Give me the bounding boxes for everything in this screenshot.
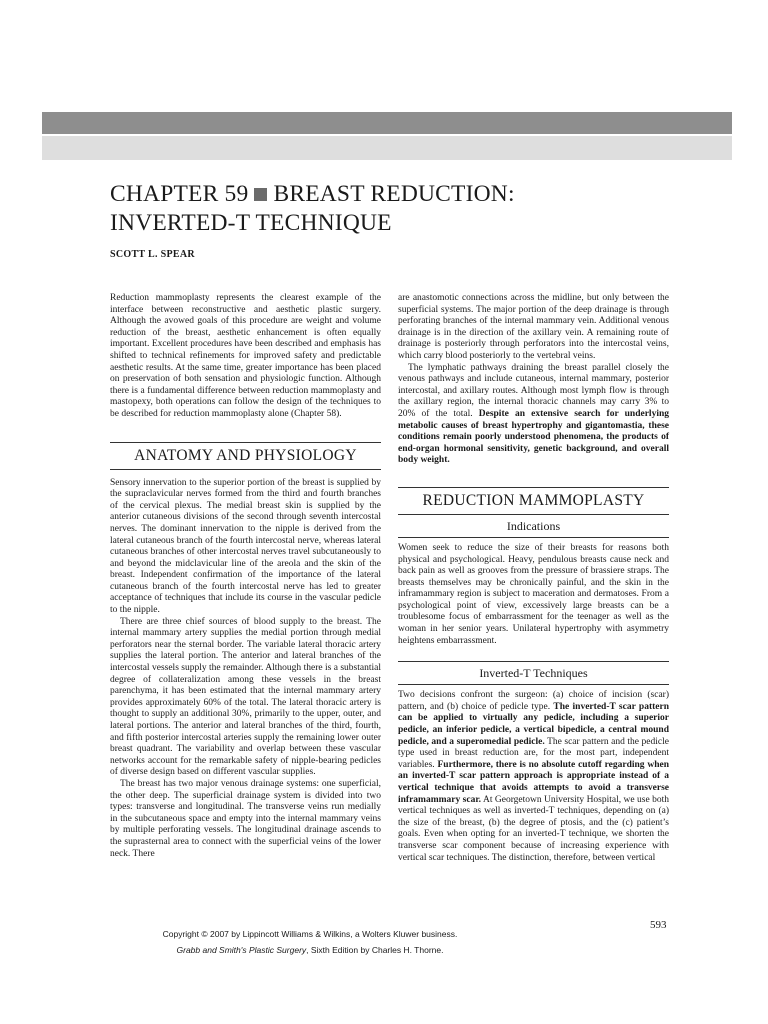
intro-paragraph: Reduction mammoplasty represents the clearest example of the interface between reconstructive and aesthetic plastic surgery. Although the avowed goals of this procedure are weight and volume reduction of the breast, aesthetic enhancement is often equally important. Excellent procedures have been described and emphasis has shifted to technical refinements for improved safety and predictable aesthetic results. At the same time, greater importance has been placed on preservation of both sensation and physiologic function. Although there is a fundamental difference between reduction mammoplasty and mastopexy, both operations can follow the design of the techniques to be described for reduction mammoplasty alone (Chapter 58). bbox=[110, 293, 381, 419]
indications-paragraph: Women seek to reduce the size of their breasts for reasons both physical and psychological. Heavy, pendulous breasts cause neck and back pain as well as grooves from the pressure of brassiere straps. The breasts themselves may be chronically painful, and the skin in the inframammary region is subject to maceration and dermatoses. From a psychological point of view, excessively large breasts can be a troublesome focus of embarrassment for the teenager as well as the woman in her senior years. Unilateral hypertrophy with asymmetry heightens embarrassment. bbox=[398, 542, 669, 646]
section-heading-reduction: REDUCTION MAMMOPLASTY bbox=[398, 487, 669, 515]
chapter-title bbox=[110, 180, 670, 238]
header-band-dark bbox=[42, 112, 732, 134]
inverted-t-text-e: At Georgetown University Hospital, we use both vertical techniques as well as inverted-T techniques, depending on (a) the size of the breast, (b) the degree of ptosis, and the (c) patient’s goals. Even when opting for an inverted-T technique, we shorten the transverse scar component because of increasing experience with vertical scar techniques. The distinction, therefore, between vertical bbox=[398, 794, 669, 863]
book-edition: , Sixth Edition by Charles H. Thorne. bbox=[306, 945, 444, 955]
inverted-t-emphasis-b: The inverted-T scar pattern can be applied to virtually any pedicle, including a superior pedicle, an inferior pedicle, a vertical bipedicle, a central mound pedicle, and a superomedial pedicle. bbox=[398, 701, 669, 747]
venous-continuation-paragraph: are anastomotic connections across the midline, but only between the superficial systems. The major portion of the deep drainage is through perforating branches of the internal mammary vein. Additional venous drainage is in the direction of the axillary vein. A remaining route of drainage is posteriorly through perforators into the intercostal veins, which carry blood posteriorly to the vertebral veins. bbox=[398, 293, 669, 361]
lymph-text: The lymphatic pathways draining the breast parallel closely the venous pathways and include cutaneous, internal mammary, posterior intercostal, and axillary routes. Although most lymph flow is through the axillary region, the internal thoracic channels may carry 3% to 20% of the total. bbox=[398, 362, 669, 419]
inverted-t-text-c: The scar pattern and the pedicle type used in breast reduction are, for the most part, independent variables. bbox=[398, 736, 669, 770]
inverted-t-text-a: Two decisions confront the surgeon: (a) choice of incision (scar) pattern, and (b) choice of pedicle type. bbox=[398, 690, 669, 712]
header-band-light bbox=[42, 136, 732, 160]
chapter-label: CHAPTER 59 bbox=[110, 181, 249, 207]
copyright-line: Copyright © 2007 by Lippincott Williams & Wilkins, a Wolters Kluwer business. bbox=[162, 929, 458, 939]
title-part2: INVERTED-T TECHNIQUE bbox=[110, 210, 392, 236]
anatomy-paragraph-3: The breast has two major venous drainage systems: one superficial, the other deep. The superficial drainage system is divided into two types: transverse and longitudinal. The transverse veins run medially in the subcutaneous space and empty into the internal mammary veins by multiple perforating vessels. The longitudinal drainage ascends to the suprasternal area to connect with the superficial veins of the lower neck. There bbox=[110, 778, 381, 859]
subheading-indications: Indications bbox=[506, 518, 561, 533]
lymph-emphasis: Despite an extensive search for underlying metabolic causes of breast hypertrophy and gigantomastia, these conditions remain poorly understood phenomena, the products of end-organ hormonal sensitivity, genetic background, and overall body weight. bbox=[398, 408, 669, 466]
inverted-t-paragraph bbox=[398, 690, 669, 864]
footer-copyright bbox=[110, 926, 510, 958]
right-column bbox=[398, 293, 669, 864]
title-part1: BREAST REDUCTION: bbox=[273, 181, 515, 207]
anatomy-paragraph-2: There are three chief sources of blood supply to the breast. The internal mammary artery supplies the medial portion through medial perforators near the sternal border. The variable lateral thoracic artery supplies the lateral portion. The anterior and lateral branches of the intercostal vessels supply the remainder. Although there is a substantial degree of collateralization among these vessels in the breast parenchyma, it has been estimated that the internal mammary artery provides approximately 60% of the total. The lateral thoracic artery is thought to supply an additional 30%, primarily to the upper, outer, and lateral portions. The anterior and lateral branches of the third, fourth, and fifth posterior intercostal arteries supply the remaining lower outer breast quadrant. The variability and overlap between these vascular networks account for the remarkable safety of nipple-bearing pedicles of diverse design based on different vascular supplies. bbox=[110, 616, 381, 778]
subheading-inverted-t: Inverted-T Techniques bbox=[398, 661, 669, 684]
square-bullet-icon bbox=[254, 188, 267, 201]
anatomy-paragraph-1: Sensory innervation to the superior portion of the breast is supplied by the supraclavicular nerves formed from the third and fourth branches of the cervical plexus. The medial breast skin is supplied by the anterior cutaneous divisions of the second through seventh intercostal nerves. The dominant innervation to the nipple is derived from the lateral cutaneous branch of the fourth intercostal nerve, whereas lateral cutaneous branches of other intercostal nerves travel subcutaneously to and beyond the midclavicular line of the areola and the skin of the breast. Independent confirmation of the importance of the lateral cutaneous branch of the fourth intercostal nerve has led to greater acceptance of techniques that include its course in the vascular pedicle to the nipple. bbox=[110, 477, 381, 616]
author-name: SCOTT L. SPEAR bbox=[110, 249, 195, 260]
page-number: 593 bbox=[650, 919, 667, 931]
inverted-t-emphasis-d: Furthermore, there is no absolute cutoff regarding when an inverted-T scar pattern approach is appropriate instead of a vertical technique that avoids attempts to avoid a transverse inframammary scar. bbox=[398, 759, 669, 805]
book-title: Grabb and Smith's Plastic Surgery bbox=[176, 945, 307, 955]
left-column bbox=[110, 293, 381, 860]
book-line bbox=[110, 942, 510, 958]
section-heading-anatomy: ANATOMY AND PHYSIOLOGY bbox=[110, 442, 381, 470]
lymph-paragraph bbox=[398, 363, 669, 467]
